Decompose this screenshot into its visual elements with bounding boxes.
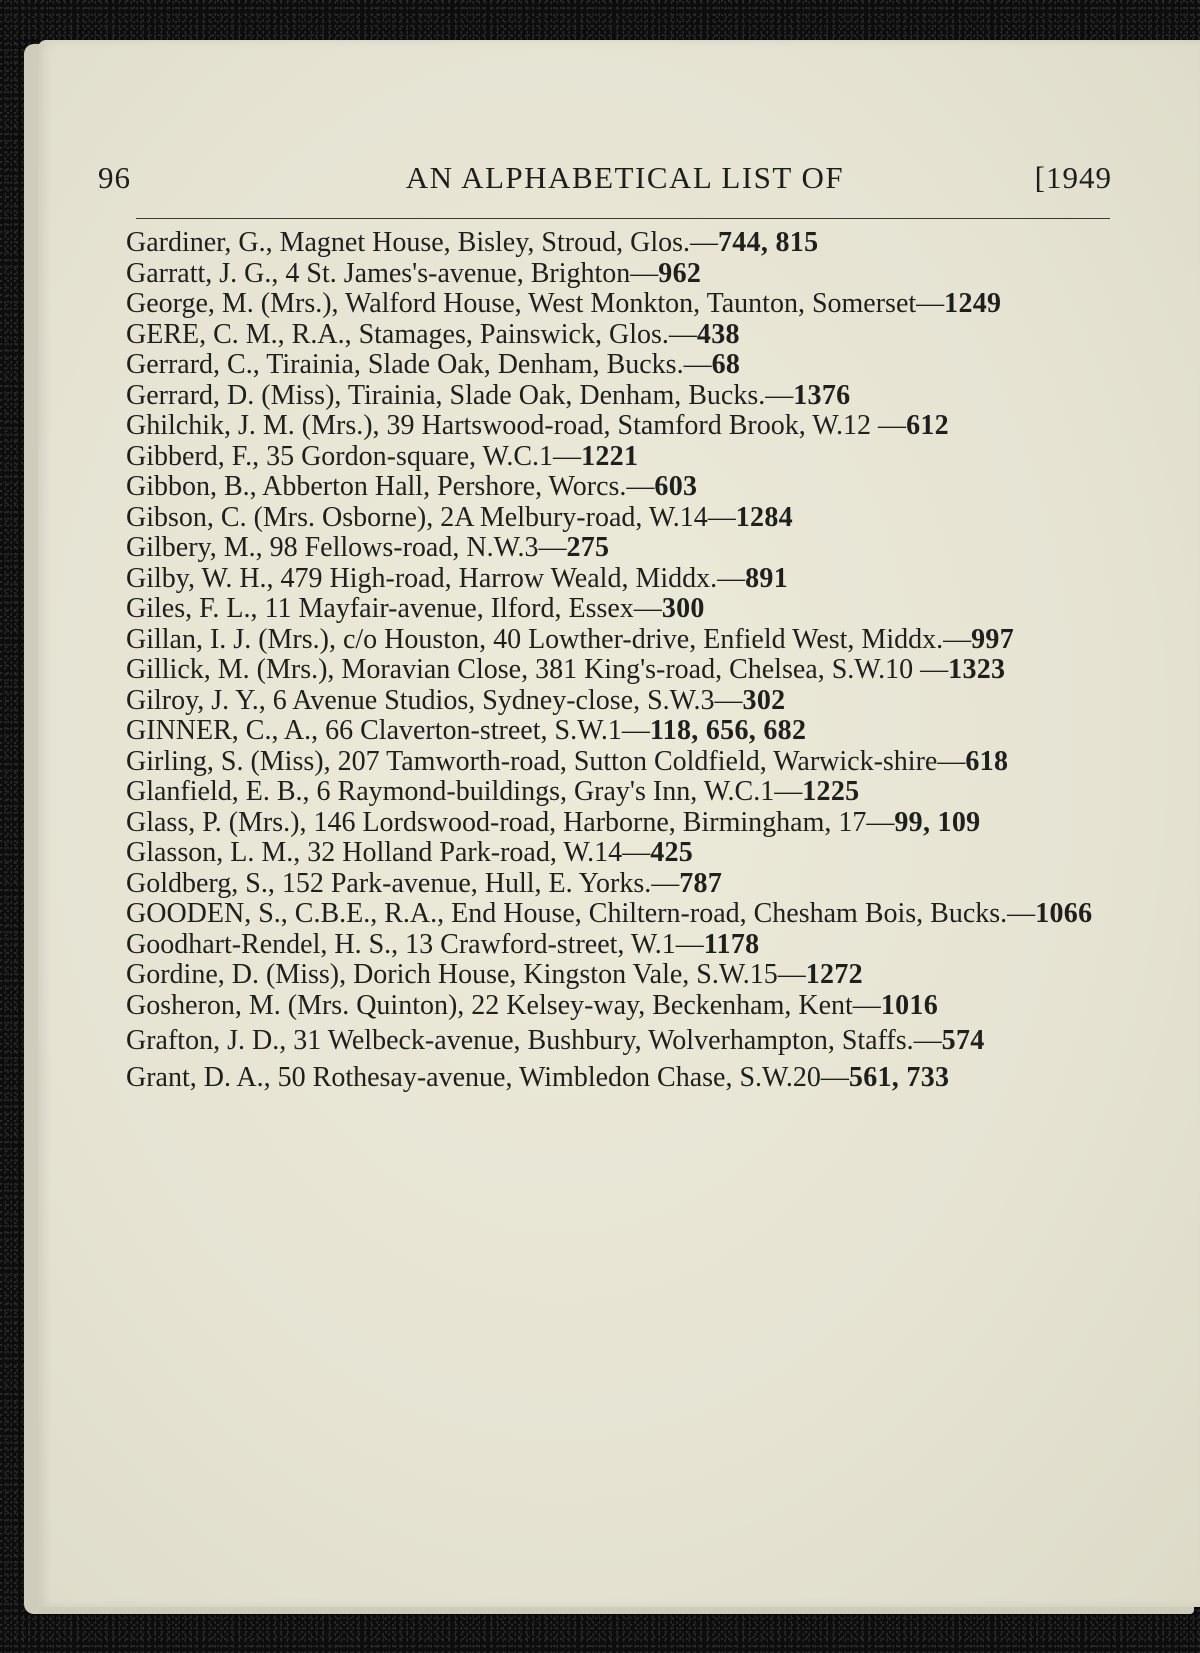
list-item: Glanfield, E. B., 6 Raymond-buildings, Gray's Inn, W.C.1—1225 [126,776,860,807]
list-item: Gillick, M. (Mrs.), Moravian Close, 381 King's-road, Chelsea, S.W.10 —1323 [126,654,1006,685]
list-item: Gardiner, G., Magnet House, Bisley, Stroud, Glos.—744, 815 [126,227,819,258]
list-item: Garratt, J. G., 4 St. James's-avenue, Brighton—962 [126,257,702,289]
entry-list [126,228,1118,1093]
list-item: Gibberd, F., 35 Gordon-square, W.C.1—1221 [126,440,639,472]
list-item: GERE, C. M., R.A., Stamages, Painswick, Glos.—438 [126,318,740,350]
page-title: AN ALPHABETICAL LIST OF [405,160,845,195]
page-number: 96 [98,160,131,195]
list-item: GINNER, C., A., 66 Claverton-street, S.W.1—118, 656, 682 [126,715,807,746]
list-item: Gerrard, C., Tirainia, Slade Oak, Denham, Bucks.—68 [126,349,741,380]
list-item: Goldberg, S., 152 Park-avenue, Hull, E. Yorks.—787 [126,867,723,899]
list-item: George, M. (Mrs.), Walford House, West Monkton, Taunton, Somerset—1249 [126,288,1002,319]
list-item: Gilroy, J. Y., 6 Avenue Studios, Sydney-close, S.W.3—302 [126,684,786,716]
list-item: Gilby, W. H., 479 High-road, Harrow Weald, Middx.—891 [126,562,789,594]
list-item: Gordine, D. (Miss), Dorich House, Kingston Vale, S.W.15—1272 [126,959,863,990]
list-item: Gilbery, M., 98 Fellows-road, N.W.3—275 [126,532,610,563]
list-item: GOODEN, S., C.B.E., R.A., End House, Chiltern-road, Chesham Bois, Bucks.—1066 [126,898,1093,929]
list-item: Gibson, C. (Mrs. Osborne), 2A Melbury-road, W.14—1284 [126,501,793,533]
running-head [98,160,1112,210]
year-label: [1949 [1034,160,1112,195]
list-item: Gillan, I. J. (Mrs.), c/o Houston, 40 Lowther-drive, Enfield West, Middx.—997 [126,623,1015,655]
list-item: Gosheron, M. (Mrs. Quinton), 22 Kelsey-way, Beckenham, Kent—1016 [126,989,939,1021]
list-item: Gibbon, B., Abberton Hall, Pershore, Worcs.—603 [126,471,698,502]
list-item: Grafton, J. D., 31 Welbeck-avenue, Bushbury, Wolverhampton, Staffs.—574 [126,1025,985,1056]
list-item: Girling, S. (Miss), 207 Tamworth-road, Sutton Coldfield, Warwick-shire—618 [126,745,1009,777]
list-item: Glass, P. (Mrs.), 146 Lordswood-road, Harborne, Birmingham, 17—99, 109 [126,806,981,838]
list-item: Grant, D. A., 50 Rothesay-avenue, Wimbledon Chase, S.W.20—561, 733 [126,1061,950,1093]
header-rule [136,218,1110,219]
list-item: Gerrard, D. (Miss), Tirainia, Slade Oak, Denham, Bucks.—1376 [126,379,851,411]
list-item: Goodhart-Rendel, H. S., 13 Crawford-street, W.1—1178 [126,928,760,960]
list-item: Ghilchik, J. M. (Mrs.), 39 Hartswood-road, Stamford Brook, W.12 —612 [126,410,949,441]
list-item: Giles, F. L., 11 Mayfair-avenue, Ilford, Essex—300 [126,593,705,624]
list-item: Glasson, L. M., 32 Holland Park-road, W.14—425 [126,837,694,868]
